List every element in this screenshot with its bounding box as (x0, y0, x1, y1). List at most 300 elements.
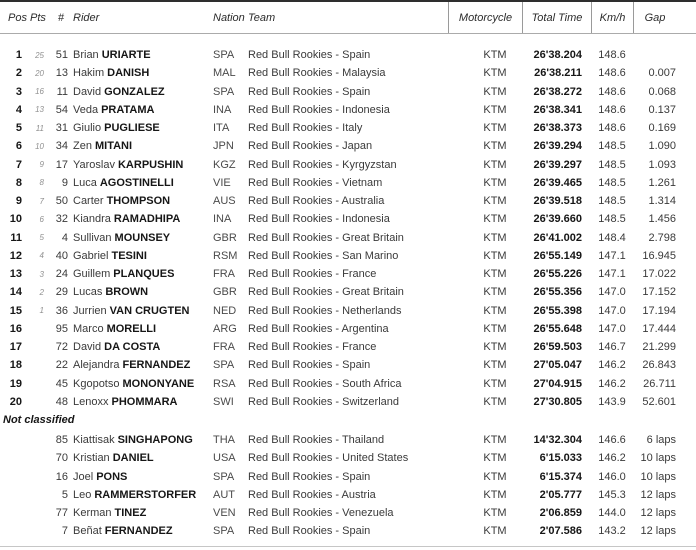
gap-cell: 17.194 (642, 304, 676, 317)
speed-cell: 147.1 (598, 268, 626, 281)
position-cell: 15 (9, 304, 22, 317)
nation-cell: FRA (213, 268, 235, 281)
nation-cell: MAL (213, 67, 236, 80)
gap-cell: 0.137 (648, 103, 676, 116)
team-cell: Red Bull Rookies - San Marino (248, 249, 399, 262)
column-header-team: Team (248, 11, 276, 24)
rider-last-name: MORELLI (106, 322, 157, 335)
bike-number-cell: 72 (55, 341, 68, 354)
team-cell: Red Bull Rookies - Switzerland (248, 395, 400, 408)
position-cell: 4 (15, 103, 22, 116)
position-cell: 14 (9, 286, 22, 299)
team-cell: Red Bull Rookies - Venezuela (248, 507, 394, 520)
bike-number-cell: 22 (55, 359, 68, 372)
gap-cell: 1.093 (648, 158, 676, 171)
bike-number-cell: 9 (61, 176, 68, 189)
team-cell: Red Bull Rookies - Great Britain (248, 286, 404, 299)
table-row (0, 504, 696, 522)
rider-name-cell (68, 286, 208, 298)
nation-cell: SPA (213, 525, 235, 538)
motorcycle-cell: KTM (483, 231, 507, 244)
nation-cell: SWI (213, 395, 234, 408)
nation-cell: SPA (213, 470, 235, 483)
bike-number-cell: 4 (61, 231, 68, 244)
table-row (0, 119, 696, 137)
total-time-cell: 26'39.465 (533, 176, 582, 189)
nation-cell: USA (213, 452, 236, 465)
bike-number-cell: 45 (55, 377, 68, 390)
bike-number-cell: 5 (61, 488, 68, 501)
column-header-pos: Pos (8, 11, 27, 24)
total-time-cell: 26'59.503 (533, 341, 582, 354)
nation-cell: THA (213, 434, 235, 447)
total-time-cell: 26'55.398 (533, 304, 582, 317)
speed-cell: 147.1 (598, 249, 626, 262)
bike-number-cell: 50 (55, 195, 68, 208)
column-header-number: # (57, 11, 64, 24)
gap-cell: 26.711 (643, 377, 676, 390)
gap-cell: 26.843 (642, 359, 676, 372)
position-cell: 19 (9, 377, 22, 390)
position-cell: 20 (9, 395, 22, 408)
gap-cell: 10 laps (640, 470, 676, 483)
nation-cell: RSM (213, 249, 238, 262)
total-time-cell: 26'55.149 (533, 249, 582, 262)
table-bottom-rule (0, 546, 696, 547)
table-row (0, 247, 696, 265)
table-row (0, 83, 696, 101)
rider-first-name: David (73, 341, 102, 354)
rider-first-name: Carter (73, 195, 104, 208)
team-cell: Red Bull Rookies - Argentina (248, 322, 389, 335)
team-cell: Red Bull Rookies - Netherlands (248, 304, 402, 317)
rider-name-cell (68, 86, 208, 98)
rider-name-cell (68, 122, 208, 134)
total-time-cell: 26'38.341 (533, 103, 582, 116)
team-cell: Red Bull Rookies - Indonesia (248, 103, 390, 116)
rider-last-name: DANISH (107, 67, 150, 80)
nation-cell: SPA (213, 49, 235, 62)
rider-name-cell (68, 250, 208, 262)
rider-first-name: Jurrien (73, 304, 107, 317)
total-time-cell: 2'05.777 (539, 488, 582, 501)
position-cell: 13 (9, 268, 22, 281)
team-cell: Red Bull Rookies - France (248, 268, 377, 281)
rider-name-cell (68, 471, 208, 483)
rider-first-name: Joel (73, 470, 94, 483)
table-row (0, 192, 696, 210)
rider-first-name: Kristian (73, 452, 110, 465)
speed-cell: 148.6 (598, 85, 626, 98)
rider-first-name: Beñat (73, 525, 102, 538)
gap-cell: 1.314 (648, 195, 676, 208)
table-row (0, 431, 696, 449)
team-cell: Red Bull Rookies - Italy (248, 122, 363, 135)
rider-last-name: RAMMERSTORFER (94, 488, 197, 501)
rider-first-name: Kiattisak (73, 434, 115, 447)
gap-cell: 16.945 (642, 249, 676, 262)
table-row (0, 265, 696, 283)
nation-cell: RSA (213, 377, 236, 390)
rider-name-cell (68, 305, 208, 317)
rider-name-cell (68, 489, 208, 501)
rider-name-cell (68, 67, 208, 79)
rider-first-name: Veda (73, 103, 99, 116)
speed-cell: 146.7 (598, 341, 626, 354)
bike-number-cell: 34 (55, 140, 68, 153)
table-row (0, 283, 696, 301)
motorcycle-cell: KTM (483, 122, 507, 135)
rider-first-name: David (73, 85, 102, 98)
points-cell: 10 (35, 141, 44, 151)
rider-last-name: MOUNSEY (114, 231, 171, 244)
position-cell: 12 (9, 249, 22, 262)
points-cell: 7 (39, 196, 44, 206)
speed-cell: 147.0 (598, 322, 626, 335)
position-cell: 8 (15, 176, 22, 189)
classified-rows (0, 34, 696, 411)
team-cell: Red Bull Rookies - Australia (248, 195, 385, 208)
motorcycle-cell: KTM (483, 359, 507, 372)
nation-cell: INA (213, 213, 232, 226)
bike-number-cell: 13 (55, 67, 68, 80)
rider-last-name: RAMADHIPA (113, 213, 181, 226)
rider-last-name: DANIEL (112, 452, 154, 465)
team-cell: Red Bull Rookies - Spain (248, 470, 371, 483)
rider-last-name: AGOSTINELLI (99, 176, 174, 189)
total-time-cell: 2'07.586 (539, 525, 582, 538)
rider-first-name: Gabriel (73, 249, 109, 262)
table-row (0, 137, 696, 155)
total-time-cell: 6'15.374 (539, 470, 582, 483)
table-row (0, 101, 696, 119)
motorcycle-cell: KTM (483, 176, 507, 189)
table-row (0, 522, 696, 540)
speed-cell: 148.5 (598, 176, 626, 189)
speed-cell: 148.5 (598, 140, 626, 153)
rider-name-cell (68, 195, 208, 207)
rider-last-name: SINGHAPONG (117, 434, 193, 447)
rider-name-cell (68, 323, 208, 335)
motorcycle-cell: KTM (483, 434, 507, 447)
total-time-cell: 2'06.859 (539, 507, 582, 520)
rider-name-cell (68, 232, 208, 244)
gap-cell: 12 laps (640, 525, 676, 538)
table-row (0, 156, 696, 174)
total-time-cell: 26'55.648 (533, 322, 582, 335)
rider-first-name: Leo (73, 488, 92, 501)
nation-cell: AUT (213, 488, 235, 501)
points-cell: 2 (39, 287, 44, 297)
column-header-pts: Pts (30, 11, 46, 24)
gap-cell: 12 laps (640, 488, 676, 501)
speed-cell: 143.9 (598, 395, 626, 408)
rider-name-cell (68, 359, 208, 371)
bike-number-cell: 95 (55, 322, 68, 335)
speed-cell: 145.3 (598, 488, 626, 501)
rider-last-name: THOMPSON (106, 195, 171, 208)
table-row (0, 320, 696, 338)
position-cell: 18 (9, 359, 22, 372)
speed-cell: 148.6 (598, 49, 626, 62)
speed-cell: 148.5 (598, 213, 626, 226)
table-row (0, 46, 696, 64)
rider-name-cell (68, 49, 208, 61)
motorcycle-cell: KTM (483, 249, 507, 262)
bike-number-cell: 31 (55, 122, 68, 135)
team-cell: Red Bull Rookies - Japan (248, 140, 373, 153)
rider-first-name: Marco (73, 322, 104, 335)
speed-cell: 146.6 (598, 434, 626, 447)
motorcycle-cell: KTM (483, 507, 507, 520)
rider-last-name: FERNANDEZ (122, 359, 191, 372)
bike-number-cell: 24 (55, 268, 68, 281)
motorcycle-cell: KTM (483, 525, 507, 538)
team-cell: Red Bull Rookies - Indonesia (248, 213, 390, 226)
team-cell: Red Bull Rookies - Great Britain (248, 231, 404, 244)
motorcycle-cell: KTM (483, 452, 507, 465)
rider-first-name: Lenoxx (73, 395, 109, 408)
motorcycle-cell: KTM (483, 158, 507, 171)
rider-first-name: Kgopotso (73, 377, 120, 390)
motorcycle-cell: KTM (483, 286, 507, 299)
nation-cell: VIE (213, 176, 231, 189)
column-header-kmh: Km/h (591, 2, 633, 33)
rider-last-name: PHOMMARA (111, 395, 178, 408)
team-cell: Red Bull Rookies - Spain (248, 85, 371, 98)
position-cell: 17 (9, 341, 22, 354)
speed-cell: 147.0 (598, 304, 626, 317)
rider-name-cell (68, 452, 208, 464)
gap-cell: 1.261 (648, 176, 676, 189)
speed-cell: 144.0 (598, 507, 626, 520)
position-cell: 7 (15, 158, 22, 171)
position-cell: 1 (15, 49, 22, 62)
rider-first-name: Hakim (73, 67, 105, 80)
rider-name-cell (68, 268, 208, 280)
total-time-cell: 26'55.356 (533, 286, 582, 299)
bike-number-cell: 48 (55, 395, 68, 408)
rider-last-name: PRATAMA (101, 103, 155, 116)
points-cell: 1 (39, 306, 44, 316)
points-cell: 6 (39, 214, 44, 224)
team-cell: Red Bull Rookies - United States (248, 452, 409, 465)
bike-number-cell: 17 (55, 158, 68, 171)
total-time-cell: 26'38.211 (534, 67, 582, 80)
rider-name-cell (68, 213, 208, 225)
points-cell: 4 (39, 251, 44, 261)
bike-number-cell: 51 (55, 49, 68, 62)
speed-cell: 146.0 (598, 470, 626, 483)
rider-name-cell (68, 396, 208, 408)
team-cell: Red Bull Rookies - Malaysia (248, 67, 386, 80)
team-cell: Red Bull Rookies - Austria (248, 488, 376, 501)
position-cell: 9 (15, 195, 22, 208)
table-row (0, 356, 696, 374)
column-header-total-time: Total Time (522, 2, 591, 33)
team-cell: Red Bull Rookies - France (248, 341, 377, 354)
rider-last-name: DA COSTA (104, 341, 161, 354)
table-row (0, 468, 696, 486)
rider-last-name: MITANI (94, 140, 133, 153)
bike-number-cell: 11 (56, 85, 68, 98)
points-cell: 5 (39, 233, 44, 243)
nation-cell: GBR (213, 231, 237, 244)
motorcycle-cell: KTM (483, 488, 507, 501)
speed-cell: 143.2 (598, 525, 626, 538)
points-cell: 8 (39, 178, 44, 188)
points-cell: 3 (39, 269, 44, 279)
table-row (0, 375, 696, 393)
results-table-header (0, 0, 696, 34)
bike-number-cell: 40 (55, 249, 68, 262)
rider-name-cell (68, 507, 208, 519)
team-cell: Red Bull Rookies - Spain (248, 525, 371, 538)
table-row (0, 64, 696, 82)
rider-last-name: VAN CRUGTEN (109, 304, 190, 317)
motorcycle-cell: KTM (483, 85, 507, 98)
gap-cell: 17.022 (642, 268, 676, 281)
motorcycle-cell: KTM (483, 49, 507, 62)
column-header-motorcycle: Motorcycle (448, 2, 522, 33)
team-cell: Red Bull Rookies - Kyrgyzstan (248, 158, 397, 171)
total-time-cell: 26'39.518 (533, 195, 582, 208)
motorcycle-cell: KTM (483, 341, 507, 354)
bike-number-cell: 29 (55, 286, 68, 299)
rider-last-name: TINEZ (114, 507, 147, 520)
speed-cell: 146.2 (598, 452, 626, 465)
points-cell: 20 (35, 68, 44, 78)
total-time-cell: 26'39.297 (533, 158, 582, 171)
total-time-cell: 27'30.805 (533, 395, 582, 408)
team-cell: Red Bull Rookies - Spain (248, 359, 371, 372)
rider-last-name: URIARTE (101, 49, 151, 62)
table-row (0, 302, 696, 320)
rider-name-cell (68, 159, 208, 171)
table-row (0, 210, 696, 228)
rider-first-name: Zen (73, 140, 92, 153)
nation-cell: INA (213, 103, 232, 116)
gap-cell: 52.601 (642, 395, 676, 408)
total-time-cell: 26'38.272 (533, 85, 582, 98)
rider-first-name: Giulio (73, 122, 102, 135)
rider-name-cell (68, 341, 208, 353)
motorcycle-cell: KTM (483, 470, 507, 483)
nation-cell: JPN (213, 140, 234, 153)
team-cell: Red Bull Rookies - Spain (248, 49, 371, 62)
gap-cell: 10 laps (640, 452, 676, 465)
rider-name-cell (68, 378, 208, 390)
motorcycle-cell: KTM (483, 140, 507, 153)
rider-last-name: GONZALEZ (104, 85, 165, 98)
table-row (0, 449, 696, 467)
position-cell: 2 (15, 67, 22, 80)
team-cell: Red Bull Rookies - South Africa (248, 377, 402, 390)
rider-last-name: TESINI (111, 249, 147, 262)
position-cell: 6 (15, 140, 22, 153)
gap-cell: 2.798 (648, 231, 676, 244)
total-time-cell: 6'15.033 (539, 452, 582, 465)
gap-cell: 6 laps (646, 434, 676, 447)
table-row (0, 338, 696, 356)
gap-cell: 1.456 (648, 213, 676, 226)
rider-first-name: Yaroslav (73, 158, 115, 171)
position-cell: 16 (9, 322, 22, 335)
rider-first-name: Kiandra (73, 213, 111, 226)
rider-last-name: KARPUSHIN (117, 158, 184, 171)
column-header-nation: Nation (213, 11, 245, 24)
motorcycle-cell: KTM (483, 195, 507, 208)
nation-cell: ARG (213, 322, 237, 335)
total-time-cell: 26'38.373 (533, 122, 582, 135)
bike-number-cell: 36 (55, 304, 68, 317)
gap-cell: 1.090 (648, 140, 676, 153)
not-classified-label: Not classified (3, 414, 75, 426)
rider-last-name: FERNANDEZ (104, 525, 173, 538)
rider-first-name: Brian (73, 49, 99, 62)
motorcycle-cell: KTM (483, 103, 507, 116)
gap-cell: 0.068 (648, 85, 676, 98)
gap-cell: 17.444 (642, 322, 676, 335)
rider-name-cell (68, 177, 208, 189)
column-header-rider: Rider (73, 11, 100, 24)
speed-cell: 148.4 (598, 231, 626, 244)
column-header-gap: Gap (633, 2, 696, 33)
speed-cell: 148.5 (598, 195, 626, 208)
nation-cell: GBR (213, 286, 237, 299)
points-cell: 11 (35, 123, 44, 133)
gap-cell: 12 laps (640, 507, 676, 520)
rider-last-name: BROWN (105, 286, 149, 299)
bike-number-cell: 54 (55, 103, 68, 116)
total-time-cell: 26'39.294 (533, 140, 582, 153)
total-time-cell: 14'32.304 (533, 434, 582, 447)
rider-last-name: PLANQUES (113, 268, 175, 281)
table-row (0, 486, 696, 504)
position-cell: 5 (15, 122, 22, 135)
bike-number-cell: 16 (55, 470, 68, 483)
rider-last-name: MONONYANE (122, 377, 195, 390)
position-cell: 3 (15, 85, 22, 98)
nation-cell: VEN (213, 507, 236, 520)
rider-name-cell (68, 104, 208, 116)
rider-name-cell (68, 140, 208, 152)
motorcycle-cell: KTM (483, 67, 507, 80)
speed-cell: 146.2 (598, 377, 626, 390)
bike-number-cell: 77 (55, 507, 68, 520)
nation-cell: AUS (213, 195, 236, 208)
motorcycle-cell: KTM (483, 213, 507, 226)
not-classified-rows (0, 429, 696, 541)
points-cell: 16 (35, 87, 44, 97)
rider-name-cell (68, 434, 208, 446)
nation-cell: ITA (213, 122, 230, 135)
points-cell: 9 (39, 160, 44, 170)
bike-number-cell: 32 (55, 213, 68, 226)
motorcycle-cell: KTM (483, 268, 507, 281)
motorcycle-cell: KTM (483, 322, 507, 335)
speed-cell: 148.6 (598, 103, 626, 116)
team-cell: Red Bull Rookies - Thailand (248, 434, 385, 447)
speed-cell: 148.6 (598, 122, 626, 135)
table-row (0, 229, 696, 247)
motorcycle-cell: KTM (483, 304, 507, 317)
total-time-cell: 26'39.660 (533, 213, 582, 226)
total-time-cell: 27'04.915 (533, 377, 582, 390)
bike-number-cell: 85 (55, 434, 68, 447)
motorcycle-cell: KTM (483, 377, 507, 390)
bike-number-cell: 70 (55, 452, 68, 465)
